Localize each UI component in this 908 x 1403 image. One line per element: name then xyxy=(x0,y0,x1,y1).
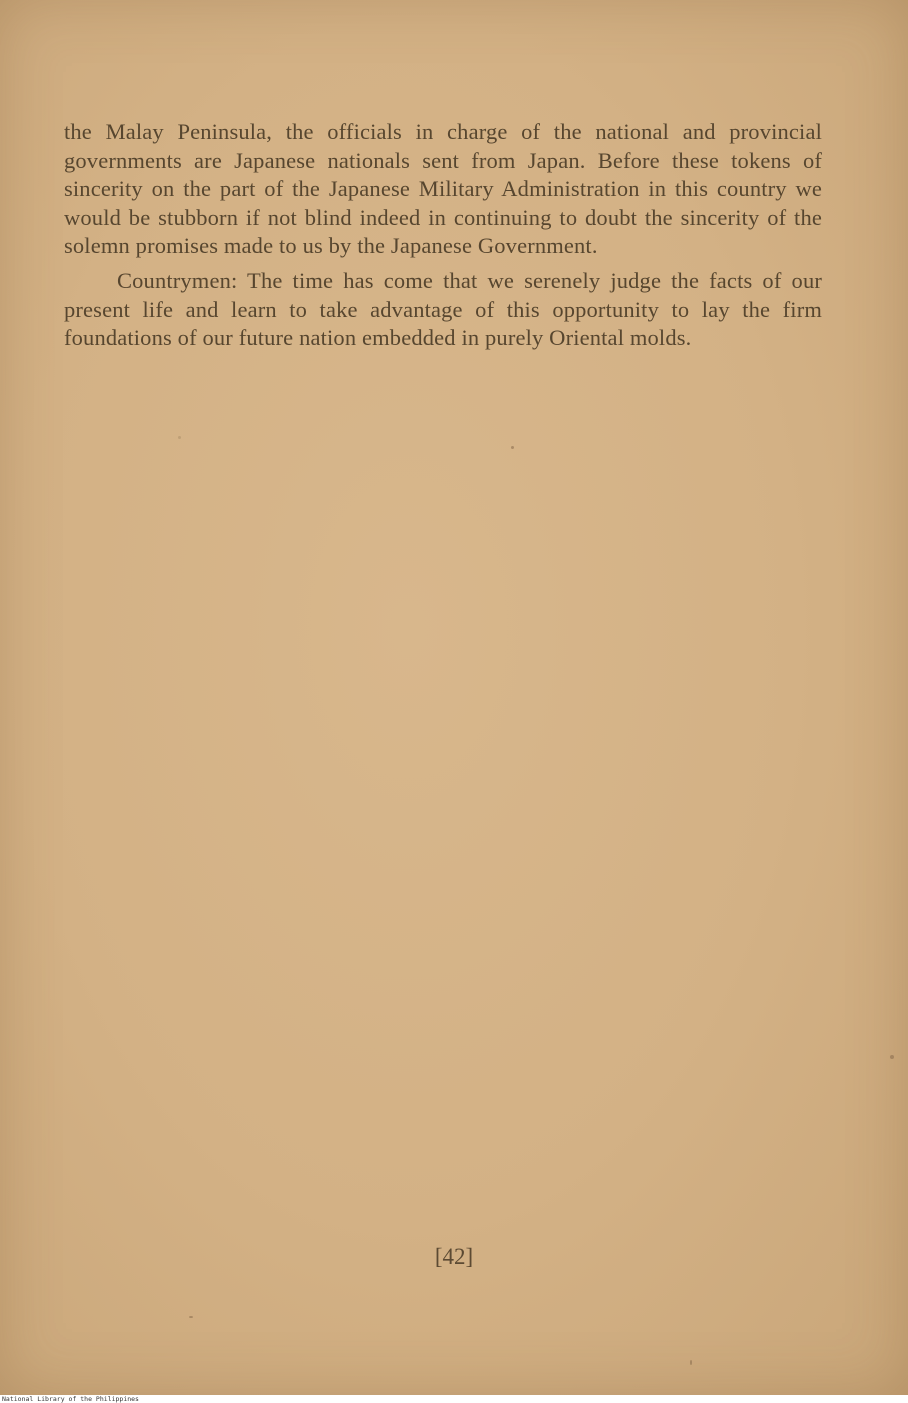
paper-speck xyxy=(189,1316,193,1318)
page-number: [42] xyxy=(434,1244,474,1269)
paper-speck xyxy=(511,446,514,449)
paper-speck xyxy=(890,1055,894,1059)
library-credit: National Library of the Philippines xyxy=(2,1395,139,1403)
paper-speck xyxy=(690,1360,692,1365)
paper-speck xyxy=(178,436,181,439)
paragraph-2: Countrymen: The time has come that we serenely judge the facts of our present life and learn to take advantage of this opportunity to lay the firm foundations of our future nation embedded in purely Oriental molds. xyxy=(64,267,822,351)
paragraph-1: the Malay Peninsula, the officials in charge of the national and provincial governments are Japanese nationals sent from Japan. Before these tokens of sincerity on the part of the Japanese Military Administration in this country we would be stubborn if not blind indeed in continuing to doubt the sincerity of the solemn promises made to us by the Japanese Government. xyxy=(64,119,822,259)
body-text xyxy=(64,118,822,353)
